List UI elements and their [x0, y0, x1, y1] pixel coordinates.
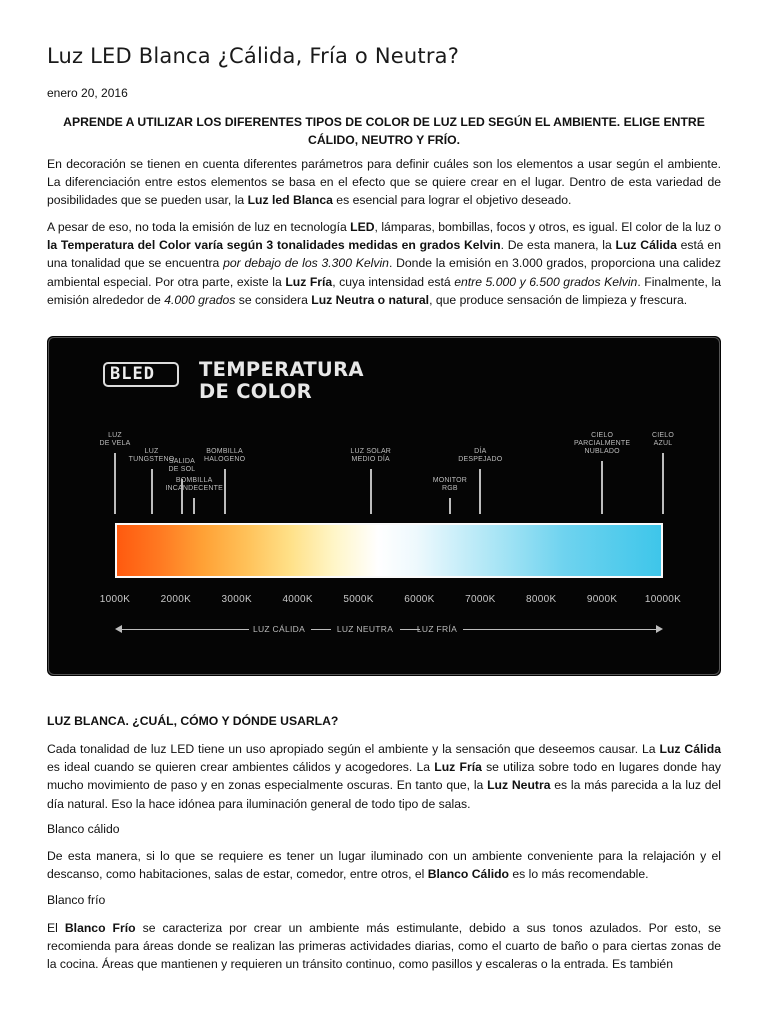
text: En decoración se tienen en cuenta diferentes parámetros para definir cuáles son los elementos a usar según el ambiente. La diferenciación entre estos elementos se basa en el efecto que se quiere crear en el lugar. Dentro de esta variedad de posibilidades que se pueden usar, la — [47, 157, 721, 208]
text: se considera — [235, 292, 312, 307]
text: se caracteriza por crear un ambiente más estimulante, debido a sus tonos azulados. Por esto, se recomienda para áreas donde se realizan las primeras actividades diarias, como el cuarto de baño o para ciertas zonas de la cocina. Áreas que mantienen y requieren un tránsito continuo, como pasillos y escaleras o la entrada. Es también — [47, 921, 721, 972]
light-source-marker — [370, 469, 372, 514]
subheading-warm: Blanco cálido — [47, 822, 120, 836]
range-line — [119, 629, 249, 630]
text: A pesar de eso, no toda la emisión de luz en tecnología — [47, 220, 351, 234]
kelvin-tick-label: 4000K — [282, 594, 313, 605]
light-source-marker — [479, 469, 481, 514]
emphasis: Luz led Blanca — [247, 193, 333, 208]
italic-text: por debajo de los 3.300 Kelvin — [223, 256, 389, 271]
text: está en una tonalidad que se encuentra — [47, 238, 721, 271]
light-source-label: SALIDA DE SOL — [168, 458, 196, 473]
italic-text: 4.000 grados — [164, 292, 236, 307]
paragraph-warm — [47, 847, 721, 883]
figure-title-line1: TEMPERATURA — [199, 358, 364, 381]
light-source-label: CIELO AZUL — [651, 432, 675, 447]
range-label-warm: LUZ CÁLIDA — [252, 624, 306, 634]
subheading-cool: Blanco frío — [47, 893, 106, 907]
emphasis: Luz Fría — [434, 760, 482, 775]
lead-heading: APRENDE A UTILIZAR LOS DIFERENTES TIPOS DE COLOR DE LUZ LED SEGÚN EL AMBIENTE. ELIGE ENTRE CÁLIDO, NEUTRO Y FRÍO. — [63, 115, 705, 147]
page-title: Luz LED Blanca ¿Cálida, Fría o Neutra? — [47, 44, 460, 68]
kelvin-tick-label: 8000K — [526, 594, 557, 605]
emphasis: Blanco Frío — [64, 921, 136, 935]
color-temperature-figure — [47, 336, 721, 676]
light-source-marker — [449, 498, 451, 514]
text: es la más parecida a la luz del día natural. Eso la hace idónea para iluminación general de todo tipo de salas. — [47, 778, 721, 811]
light-source-label: LUZ DE VELA — [99, 432, 131, 447]
emphasis: Blanco Cálido — [427, 867, 509, 882]
kelvin-tick-label: 3000K — [221, 594, 252, 605]
light-source-label: CIELO PARCIALMENTE NUBLADO — [573, 432, 631, 455]
paragraph-temperature — [47, 218, 721, 309]
kelvin-tick-label: 1000K — [99, 594, 131, 605]
range-line — [311, 629, 331, 630]
light-source-label: MONITOR RGB — [432, 477, 468, 492]
light-source-marker — [224, 469, 226, 514]
text: De esta manera, si lo que se requiere es tener un lugar iluminado con un ambiente conveniente para la relajación y el descanso, como habitaciones, salas de estar, comedor, entre otros, el — [47, 849, 721, 882]
text: , lámparas, bombillas, focos y otros, es igual. El color de la luz o — [374, 220, 721, 234]
light-source-marker — [601, 461, 603, 514]
range-label-cool: LUZ FRÍA — [416, 624, 458, 634]
range-line — [463, 629, 659, 630]
color-spectrum-bar — [115, 523, 663, 578]
kelvin-tick-label: 10000K — [644, 594, 682, 605]
kelvin-tick-label: 5000K — [343, 594, 374, 605]
light-source-marker — [151, 469, 153, 514]
light-source-marker — [662, 453, 664, 514]
light-source-marker — [114, 453, 116, 514]
text: . Finalmente, la emisión alrededor de — [47, 274, 721, 307]
light-source-label: LUZ SOLAR MEDIO DÍA — [350, 448, 392, 463]
emphasis: Luz Fría — [285, 274, 333, 289]
kelvin-tick-label: 2000K — [160, 594, 192, 605]
text: es ideal cuando se quieren crear ambientes cálidos y acogedores. La — [47, 760, 435, 775]
light-source-label: BOMBILLA INCANDECENTE — [165, 477, 223, 492]
text: , que produce sensación de limpieza y frescura. — [429, 292, 688, 307]
figure-title — [199, 359, 364, 403]
light-source-marker — [193, 498, 195, 514]
light-source-label: LUZ TUNGSTENO — [128, 448, 175, 463]
paragraph-cool — [47, 919, 721, 974]
section-title: LUZ BLANCA. ¿CUÁL, CÓMO Y DÓNDE USARLA? — [47, 714, 339, 728]
text: Cada tonalidad de luz LED tiene un uso apropiado según el ambiente y la sensación que deseemos causar. La — [47, 742, 660, 756]
text: se utiliza sobre todo en lugares donde hay mucho movimiento de paso y en zonas especialmente oscuras. En tanto que, la — [47, 760, 721, 793]
text: . Donde la emisión en 3.000 grados, proporciona una calidez ambiental especial. Por otra parte, existe la — [47, 256, 721, 289]
kelvin-tick-label: 9000K — [586, 594, 618, 605]
text: es esencial para lograr el objetivo deseado. — [332, 193, 572, 208]
italic-text: entre 5.000 y 6.500 grados Kelvin — [454, 274, 638, 289]
light-source-label: DÍA DESPEJADO — [458, 448, 503, 463]
text: , cuya intensidad está — [332, 274, 455, 289]
kelvin-tick-label: 7000K — [465, 594, 496, 605]
kelvin-tick-label: 6000K — [404, 594, 435, 605]
paragraph-intro — [47, 155, 721, 210]
emphasis: la Temperatura del Color varía según 3 tonalidades medidas en grados Kelvin — [47, 238, 501, 253]
text: El — [47, 921, 65, 935]
emphasis: LED — [350, 220, 375, 234]
emphasis: Luz Neutra o natural — [311, 292, 430, 307]
arrow-right-icon — [656, 625, 663, 633]
post-date: enero 20, 2016 — [47, 86, 128, 100]
figure-title-line2: DE COLOR — [199, 380, 312, 403]
emphasis: Luz Neutra — [487, 778, 551, 793]
paragraph-usage — [47, 740, 721, 813]
emphasis: Luz Cálida — [659, 742, 721, 756]
range-label-neutral: LUZ NEUTRA — [336, 624, 394, 634]
text: es lo más recomendable. — [509, 867, 649, 882]
emphasis: Luz Cálida — [615, 238, 677, 253]
text: . De esta manera, la — [500, 238, 616, 253]
light-source-label: BOMBILLA HALOGENO — [203, 448, 246, 463]
bled-logo: BLED — [103, 362, 179, 387]
range-indicator — [115, 622, 663, 636]
